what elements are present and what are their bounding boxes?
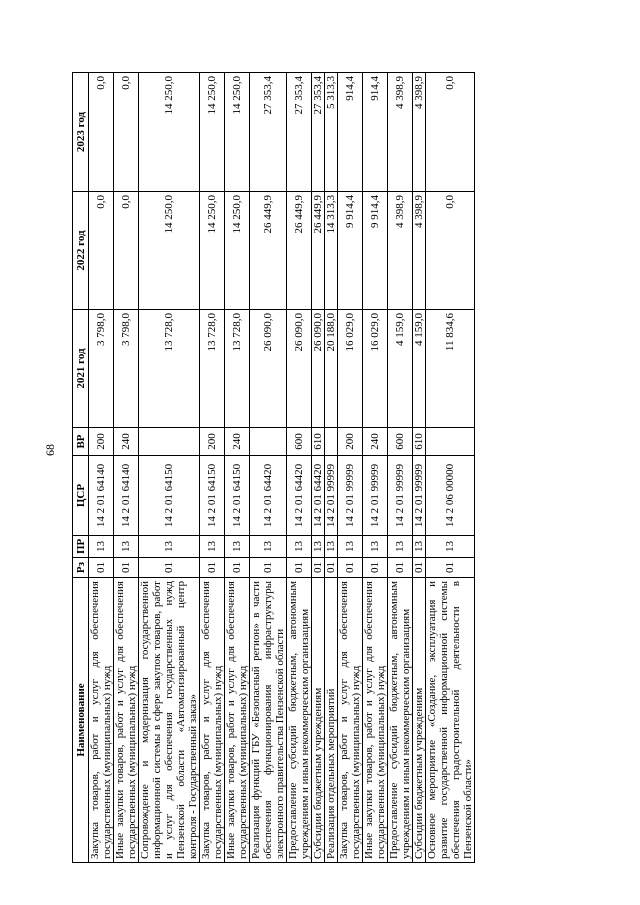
row-2021: 16 029,0 — [338, 310, 363, 428]
row-2023: 0,0 — [89, 73, 114, 192]
row-2023: 27 353,4 — [312, 73, 325, 192]
row-2022: 4 398,9 — [388, 192, 413, 310]
row-csr: 14 2 01 64140 — [89, 456, 114, 536]
row-name: Реализация отдельных мероприятий — [325, 578, 338, 863]
row-csr: 14 2 01 99999 — [338, 456, 363, 536]
table-row — [225, 73, 250, 863]
row-vr: 610 — [413, 428, 426, 456]
row-name: Закупка товаров, работ и услуг для обеспечения государственных (муниципальных) нужд — [89, 578, 114, 863]
row-csr: 14 2 01 99999 — [325, 456, 338, 536]
row-name: Иные закупки товаров, работ и услуг для обеспечения государственных (муниципальных) нужд — [225, 578, 250, 863]
row-2023: 914,4 — [363, 73, 388, 192]
row-rz: 01 — [363, 558, 388, 578]
table-row — [413, 73, 426, 863]
table-row — [139, 73, 200, 863]
row-2021: 3 798,0 — [89, 310, 114, 428]
row-2022: 4 398,9 — [413, 192, 426, 310]
header-vr: ВР — [73, 428, 89, 456]
row-2023: 14 250,0 — [225, 73, 250, 192]
row-pr: 13 — [338, 536, 363, 558]
row-2022: 14 313,3 — [325, 192, 338, 310]
row-pr: 13 — [225, 536, 250, 558]
header-csr: ЦСР — [73, 456, 89, 536]
header-2021: 2021 год — [73, 310, 89, 428]
row-2022: 14 250,0 — [139, 192, 200, 310]
row-rz: 01 — [413, 558, 426, 578]
row-pr: 13 — [139, 536, 200, 558]
row-2021: 26 090,0 — [312, 310, 325, 428]
row-pr: 13 — [413, 536, 426, 558]
row-pr: 13 — [363, 536, 388, 558]
row-csr: 14 2 01 64420 — [312, 456, 325, 536]
row-pr: 13 — [312, 536, 325, 558]
row-vr — [250, 428, 287, 456]
row-2021: 11 834,6 — [426, 310, 475, 428]
row-2023: 27 353,4 — [287, 73, 312, 192]
header-2022: 2022 год — [73, 192, 89, 310]
row-2022: 14 250,0 — [225, 192, 250, 310]
row-csr: 14 2 01 64150 — [200, 456, 225, 536]
row-vr: 240 — [225, 428, 250, 456]
row-rz: 01 — [426, 558, 475, 578]
row-2023: 0,0 — [114, 73, 139, 192]
row-vr: 240 — [114, 428, 139, 456]
row-rz: 01 — [89, 558, 114, 578]
row-rz: 01 — [225, 558, 250, 578]
row-pr: 13 — [250, 536, 287, 558]
row-rz: 01 — [287, 558, 312, 578]
row-2023: 4 398,9 — [413, 73, 426, 192]
table-row — [287, 73, 312, 863]
row-2021: 4 159,0 — [413, 310, 426, 428]
header-rz: Рз — [73, 558, 89, 578]
row-name: Реализация функций ГБУ «Безопасный регион» в части обеспечения функционирования инфраструктуры электронного правительства Пензенской области — [250, 578, 287, 863]
row-2022: 14 250,0 — [200, 192, 225, 310]
table-row — [89, 73, 114, 863]
row-name: Иные закупки товаров, работ и услуг для обеспечения государственных (муниципальных) нужд — [363, 578, 388, 863]
row-2021: 4 159,0 — [388, 310, 413, 428]
row-csr: 14 2 01 64150 — [225, 456, 250, 536]
row-vr: 600 — [388, 428, 413, 456]
row-2022: 9 914,4 — [338, 192, 363, 310]
table-row — [363, 73, 388, 863]
row-2023: 14 250,0 — [139, 73, 200, 192]
row-pr: 13 — [114, 536, 139, 558]
row-pr: 13 — [287, 536, 312, 558]
header-name: Наименование — [73, 578, 89, 863]
row-2021: 20 188,0 — [325, 310, 338, 428]
rotated-table-container — [72, 73, 500, 863]
row-csr: 14 2 01 64150 — [139, 456, 200, 536]
row-pr: 13 — [89, 536, 114, 558]
row-rz: 01 — [200, 558, 225, 578]
row-rz: 01 — [338, 558, 363, 578]
header-2023: 2023 год — [73, 73, 89, 192]
row-rz: 01 — [312, 558, 325, 578]
row-2023: 27 353,4 — [250, 73, 287, 192]
row-2023: 914,4 — [338, 73, 363, 192]
table-row — [250, 73, 287, 863]
row-csr: 14 2 01 99999 — [388, 456, 413, 536]
row-name: Субсидии бюджетным учреждениям — [312, 578, 325, 863]
row-pr: 13 — [426, 536, 475, 558]
row-2023: 0,0 — [426, 73, 475, 192]
row-name: Закупка товаров, работ и услуг для обеспечения государственных (муниципальных) нужд — [200, 578, 225, 863]
row-vr: 200 — [89, 428, 114, 456]
row-name: Субсидии бюджетным учреждениям — [413, 578, 426, 863]
row-pr: 13 — [325, 536, 338, 558]
row-2022: 26 449,9 — [312, 192, 325, 310]
row-2022: 26 449,9 — [250, 192, 287, 310]
row-2022: 0,0 — [426, 192, 475, 310]
row-vr — [325, 428, 338, 456]
row-pr: 13 — [200, 536, 225, 558]
row-csr: 14 2 06 00000 — [426, 456, 475, 536]
row-2021: 26 090,0 — [250, 310, 287, 428]
table-row — [325, 73, 338, 863]
row-csr: 14 2 01 99999 — [413, 456, 426, 536]
row-2022: 0,0 — [89, 192, 114, 310]
row-csr: 14 2 01 64140 — [114, 456, 139, 536]
table-header-row — [73, 73, 89, 863]
row-rz: 01 — [139, 558, 200, 578]
row-name: Основное мероприятие «Создание, эксплуатация и развитие государственной информационной системы обеспечения градостроительной деятельности в Пензенской области» — [426, 578, 475, 863]
row-vr — [139, 428, 200, 456]
row-csr: 14 2 01 64420 — [250, 456, 287, 536]
row-rz: 01 — [388, 558, 413, 578]
row-2022: 9 914,4 — [363, 192, 388, 310]
row-rz: 01 — [325, 558, 338, 578]
row-csr: 14 2 01 99999 — [363, 456, 388, 536]
row-name: Предоставление субсидий бюджетным, автономным учреждениям и иным некоммерческим организациям — [388, 578, 413, 863]
row-2023: 5 313,3 — [325, 73, 338, 192]
row-vr: 200 — [338, 428, 363, 456]
table-row — [388, 73, 413, 863]
row-name: Иные закупки товаров, работ и услуг для обеспечения государственных (муниципальных) нужд — [114, 578, 139, 863]
row-vr: 610 — [312, 428, 325, 456]
row-2021: 13 728,0 — [139, 310, 200, 428]
row-2021: 13 728,0 — [200, 310, 225, 428]
row-vr: 200 — [200, 428, 225, 456]
row-rz: 01 — [250, 558, 287, 578]
table-row — [200, 73, 225, 863]
budget-table — [72, 72, 475, 863]
row-2021: 13 728,0 — [225, 310, 250, 428]
row-rz: 01 — [114, 558, 139, 578]
row-2021: 16 029,0 — [363, 310, 388, 428]
row-name: Закупка товаров, работ и услуг для обеспечения государственных (муниципальных) нужд — [338, 578, 363, 863]
row-vr: 600 — [287, 428, 312, 456]
row-2021: 3 798,0 — [114, 310, 139, 428]
row-2023: 14 250,0 — [200, 73, 225, 192]
table-row — [312, 73, 325, 863]
table-row — [114, 73, 139, 863]
page-number: 68 — [43, 444, 57, 456]
row-name: Сопровождение и модернизация государственной информационной системы в сфере закупок товаров, работ и услуг для обеспечения государственных нужд Пензенской области «Автоматизированный центр контроля - Государственный заказ» — [139, 578, 200, 863]
row-2023: 4 398,9 — [388, 73, 413, 192]
row-name: Предоставление субсидий бюджетным, автономным учреждениям и иным некоммерческим организациям — [287, 578, 312, 863]
row-2022: 26 449,9 — [287, 192, 312, 310]
row-csr: 14 2 01 64420 — [287, 456, 312, 536]
table-row — [338, 73, 363, 863]
row-2022: 0,0 — [114, 192, 139, 310]
table-row — [426, 73, 475, 863]
header-pr: ПР — [73, 536, 89, 558]
row-vr — [426, 428, 475, 456]
row-vr: 240 — [363, 428, 388, 456]
row-pr: 13 — [388, 536, 413, 558]
row-2021: 26 090,0 — [287, 310, 312, 428]
